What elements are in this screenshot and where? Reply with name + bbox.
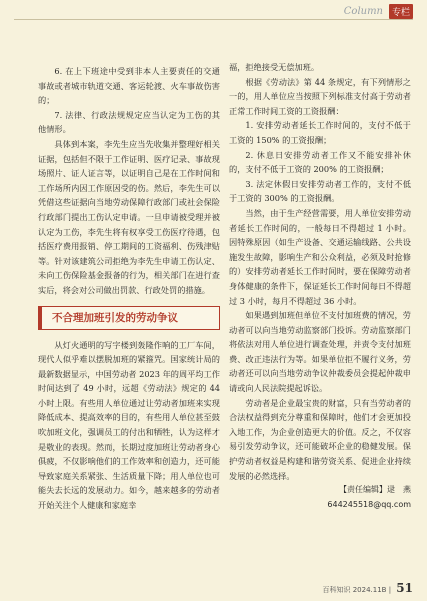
paragraph: 6. 在上下班途中受到非本人主要责任的交通事故或者城市轨道交通、客运轮渡、火车事故伤害的； xyxy=(38,66,220,106)
paragraph: 3. 法定休假日安排劳动者工作的，支付不低于工资的 300% 的工资报酬。 xyxy=(229,178,411,204)
paragraph: 7. 法律、行政法规规定应当认定为工伤的其他情形。 xyxy=(38,109,220,135)
header-rule xyxy=(14,19,413,20)
paragraph: 劳动者是企业最宝贵的财富，只有当劳动者的合法权益得到充分尊重和保障时，他们才会更加投入地工作，为企业创造更大的价值。反之，不仅容易引发劳动争议，还可能破坏企业的稳健发展。保护劳动者权益是构建和谐劳资关系、促进企业持续发展的必然选择。 xyxy=(229,397,411,481)
paragraph: 2. 休息日安排劳动者工作又不能安排补休的，支付不低于工资的 200% 的工资报酬； xyxy=(229,149,411,175)
column-tag: 专栏 xyxy=(389,4,413,19)
footer-separator: | xyxy=(388,586,392,594)
paragraph: 1. 安排劳动者延长工作时间的，支付不低于工资的 150% 的工资报酬； xyxy=(229,120,411,145)
section-title: 不合理加班引发的劳动争议 xyxy=(38,306,220,330)
paragraph: 当然，由于生产经营需要，用人单位安排劳动者延长工作时间的，一般每日不得超过 1 小时。因特殊原因（如生产设备、交通运输线路、公共设施发生故障，影响生产和公众利益，必须及时抢修的）安排劳动者延长工作时间时，要在保障劳动者身体健康的条件下，保证延长工作时间每日不得超过 3 小时，每月不得超过 36 小时。 xyxy=(229,207,411,306)
paragraph: 具体到本案，李先生应当先收集并整理好相关证据，包括但不限于工作证明、医疗记录、事故现场照片、证人证言等，以证明自己是在工作时间和工作场所内因工作原因受的伤。然后，李先生可以凭借这些证据向当地劳动保障行政部门或社会保险行政部门提出工伤认定申请。一旦申请被受理并被认定为工伤，李先生将有权享受工伤医疗待遇，包括医疗费用报销、停工期间的工资福利、伤残津贴等。针对该建筑公司拒绝为李先生申请工伤认定、未向工伤保险基金报备的行为，相关部门在进行查实后，将会对公司做出罚款、行政处罚的措施。 xyxy=(38,138,220,295)
editor-credit: 【责任编辑】逯 燕 xyxy=(339,485,411,495)
left-column xyxy=(38,64,220,513)
right-column xyxy=(229,60,411,512)
paragraph: 福，拒绝接受无偿加班。 xyxy=(229,62,320,72)
journal-issue: 百科知识 2024.11B xyxy=(322,586,387,594)
column-label: Column xyxy=(343,6,383,17)
paragraph: 从灯火通明的写字楼到轰隆作响的工厂车间，现代人似乎难以摆脱加班的紧箍咒。国家统计局的最新数据显示，中国劳动者 2023 年的周平均工作时间达到了 49 小时，远超《劳动法》规定的 44 小时上限。有些用人单位通过让劳动者加班来实现降低成本、提高效率的目的，有些用人单位甚至鼓吹加班文化，强调员工的付出和牺牲，认为这样才是敬业的表现。然而，长期过度加班让劳动者身心俱疲，不仅影响他们的工作效率和创造力，还可能导致家庭关系紧张、生活质量下降；用人单位也可能失去长远的发展动力。如今，越来越多的劳动者开始关注个人健康和家庭幸 xyxy=(38,339,220,511)
page-footer xyxy=(322,581,413,595)
editor-email: 644245518@qq.com xyxy=(327,499,411,509)
paragraph: 根据《劳动法》第 44 条规定，有下列情形之一的，用人单位应当按照下列标准支付高于劳动者正常工作时间工资的工资报酬： xyxy=(229,76,411,116)
paragraph: 如果遇到加班但单位不支付加班费的情况，劳动者可以向当地劳动监察部门投诉。劳动监察部门将依法对用人单位进行调查处理，并责令支付加班费、改正违法行为等。如果单位拒不履行义务，劳动者还可以向当地劳动争议仲裁委员会提起仲裁申请或向人民法院提起诉讼。 xyxy=(229,310,411,394)
page-number: 51 xyxy=(396,581,413,595)
page-header xyxy=(0,0,427,40)
